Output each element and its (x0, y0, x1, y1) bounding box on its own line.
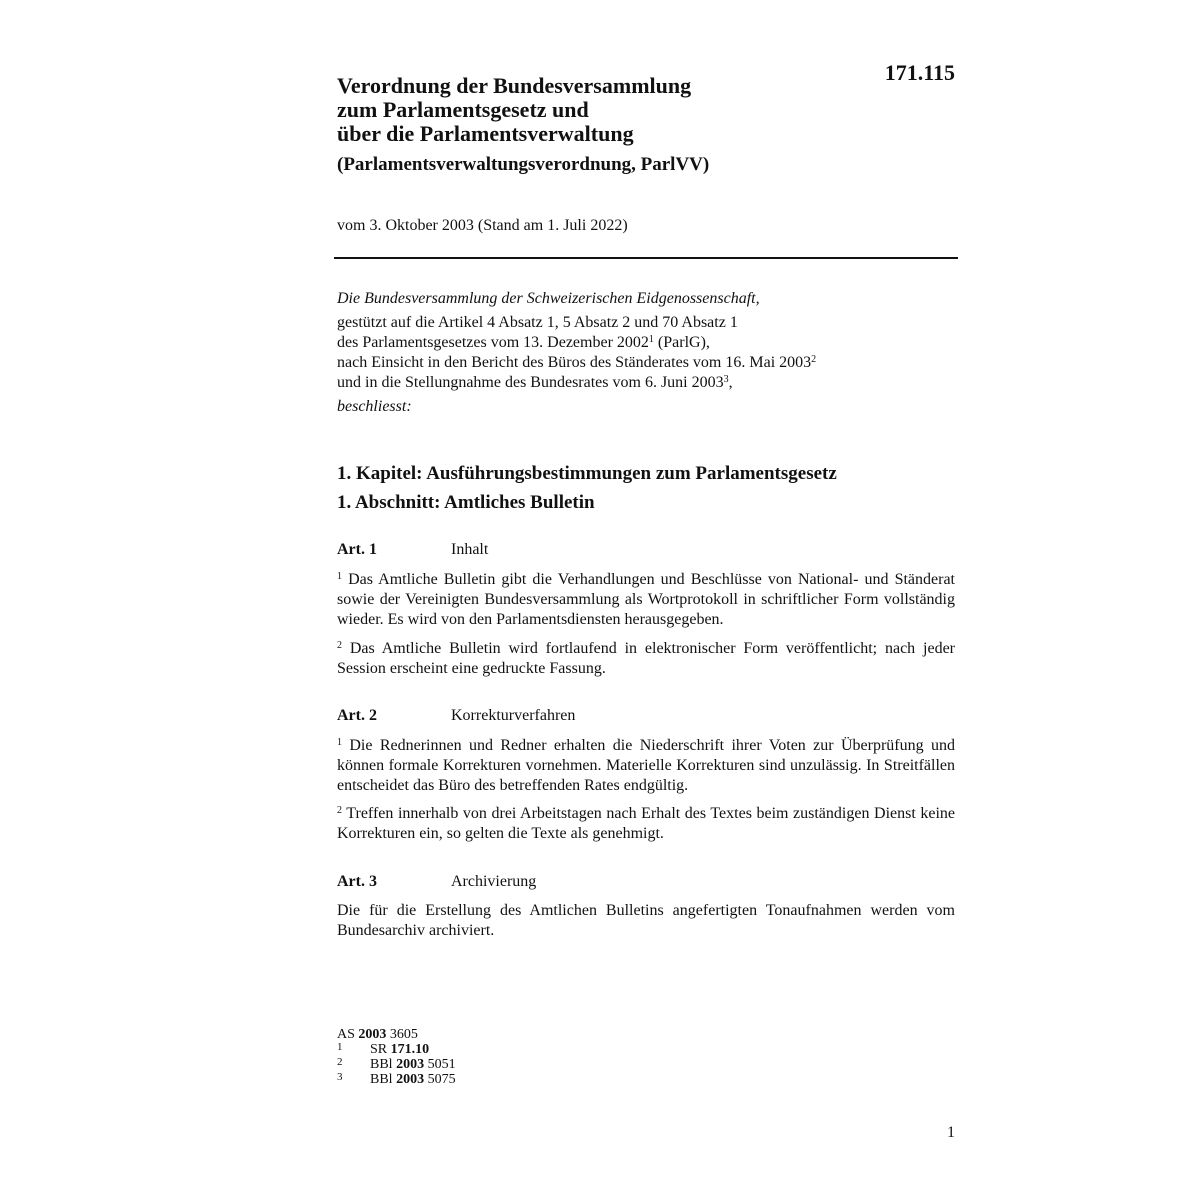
preamble-line-3-text: nach Einsicht in den Bericht des Büros des Ständerates vom 16. Mai 2003 (337, 354, 812, 371)
paragraph-text: Die Rednerinnen und Redner erhalten die Niederschrift ihrer Voten zur Überprüfung und können formale Korrekturen vornehmen. Materielle Korrekturen sind unzulässig. In Streitfällen entscheidet das Büro des betreffenden Rates endgültig. (337, 737, 955, 794)
article-3-heading (337, 873, 536, 891)
article-1-paragraph-2 (337, 639, 955, 679)
preamble-line-4-tail: , (728, 374, 733, 391)
footnote-ref-2[interactable]: 2 (811, 354, 817, 365)
chapter-heading: 1. Kapitel: Ausführungsbestimmungen zum Parlamentsgesetz (337, 463, 837, 484)
footnote-suffix: 5051 (424, 1057, 456, 1072)
preamble-line-2-tail: (ParlG), (653, 334, 710, 351)
footnote-bold: 2003 (396, 1057, 425, 1072)
paragraph-mark: 2 (337, 640, 342, 651)
preamble-intro: Die Bundesversammlung der Schweizerischen Eidgenossenschaft, (337, 290, 760, 307)
preamble-resolves: beschliesst: (337, 398, 412, 415)
footnotes (337, 1027, 456, 1087)
footnote-bold: 2003 (396, 1072, 425, 1087)
article-1-heading (337, 541, 488, 559)
date-line: vom 3. Oktober 2003 (Stand am 1. Juli 2022) (337, 217, 628, 234)
preamble-line-3 (337, 353, 957, 373)
paragraph-text: Treffen innerhalb von drei Arbeitstagen nach Erhalt des Textes beim zuständigen Dienst keine Korrekturen ein, so gelten die Texte als genehmigt. (337, 805, 955, 842)
preamble-line-2 (337, 333, 957, 353)
article-2-paragraph-2 (337, 804, 955, 844)
title-line-3: über die Parlamentsverwaltung (337, 121, 634, 146)
footnote-prefix: SR (370, 1042, 391, 1057)
as-prefix: AS (337, 1027, 359, 1042)
preamble (337, 289, 957, 417)
preamble-line-1: gestützt auf die Artikel 4 Absatz 1, 5 Absatz 2 und 70 Absatz 1 (337, 314, 738, 331)
document-title (337, 74, 691, 146)
article-3-number: Art. 3 (337, 873, 377, 890)
article-2-paragraph-1 (337, 736, 955, 796)
paragraph-text: Die für die Erstellung des Amtlichen Bulletins angefertigten Tonaufnahmen werden vom Bundesarchiv archiviert. (337, 902, 955, 939)
footnote-text (370, 1072, 456, 1087)
paragraph-text: Das Amtliche Bulletin gibt die Verhandlungen und Beschlüsse von National- und Ständerat sowie der Vereinigten Bundesversammlung als Wortprotokoll in schriftlicher Form vollständig wieder. Es wird von den Parlamentsdiensten herausgegeben. (337, 571, 955, 628)
article-3-paragraph-1 (337, 901, 955, 941)
paragraph-mark: 1 (337, 737, 342, 748)
article-2-number: Art. 2 (337, 707, 377, 724)
article-3-title: Archivierung (451, 873, 537, 890)
document-subtitle: (Parlamentsverwaltungsverordnung, ParlVV) (337, 154, 710, 175)
title-line-2: zum Parlamentsgesetz und (337, 97, 589, 122)
footnote-3 (337, 1072, 456, 1087)
article-2-heading (337, 707, 575, 725)
header-divider (334, 257, 958, 259)
paragraph-mark: 2 (337, 805, 342, 816)
footnote-prefix: BBl (370, 1057, 397, 1072)
as-year: 2003 (358, 1027, 387, 1042)
footnote-text (370, 1057, 456, 1072)
footnote-mark: 1 (337, 1041, 343, 1053)
title-line-1: Verordnung der Bundesversammlung (337, 73, 692, 98)
preamble-line-4 (337, 373, 957, 393)
article-1-number: Art. 1 (337, 541, 377, 558)
footnote-text (370, 1042, 429, 1057)
paragraph-mark: 1 (337, 571, 342, 582)
paragraph-text: Das Amtliche Bulletin wird fortlaufend in elektronischer Form veröffentlicht; nach jeder Session erscheint eine gedruckte Fassung. (337, 640, 955, 677)
footnote-mark: 2 (337, 1056, 343, 1068)
footnote-prefix: BBl (370, 1072, 397, 1087)
preamble-line-4-text: und in die Stellungnahme des Bundesrates vom 6. Juni 2003 (337, 374, 724, 391)
article-1-paragraph-1 (337, 570, 955, 630)
article-1-title: Inhalt (451, 541, 489, 558)
sr-number: 171.115 (884, 60, 955, 85)
section-heading: 1. Abschnitt: Amtliches Bulletin (337, 492, 595, 513)
footnote-mark: 3 (337, 1071, 343, 1083)
footnote-ref-1[interactable]: 1 (648, 334, 654, 345)
footnote-ref-3[interactable]: 3 (723, 374, 729, 385)
page-number: 1 (947, 1124, 955, 1141)
footnote-suffix: 5075 (424, 1072, 456, 1087)
preamble-line-2-text: des Parlamentsgesetzes vom 13. Dezember 2002 (337, 334, 649, 351)
footnote-bold: 171.10 (390, 1042, 430, 1057)
as-page: 3605 (386, 1027, 418, 1042)
article-2-title: Korrekturverfahren (451, 707, 576, 724)
